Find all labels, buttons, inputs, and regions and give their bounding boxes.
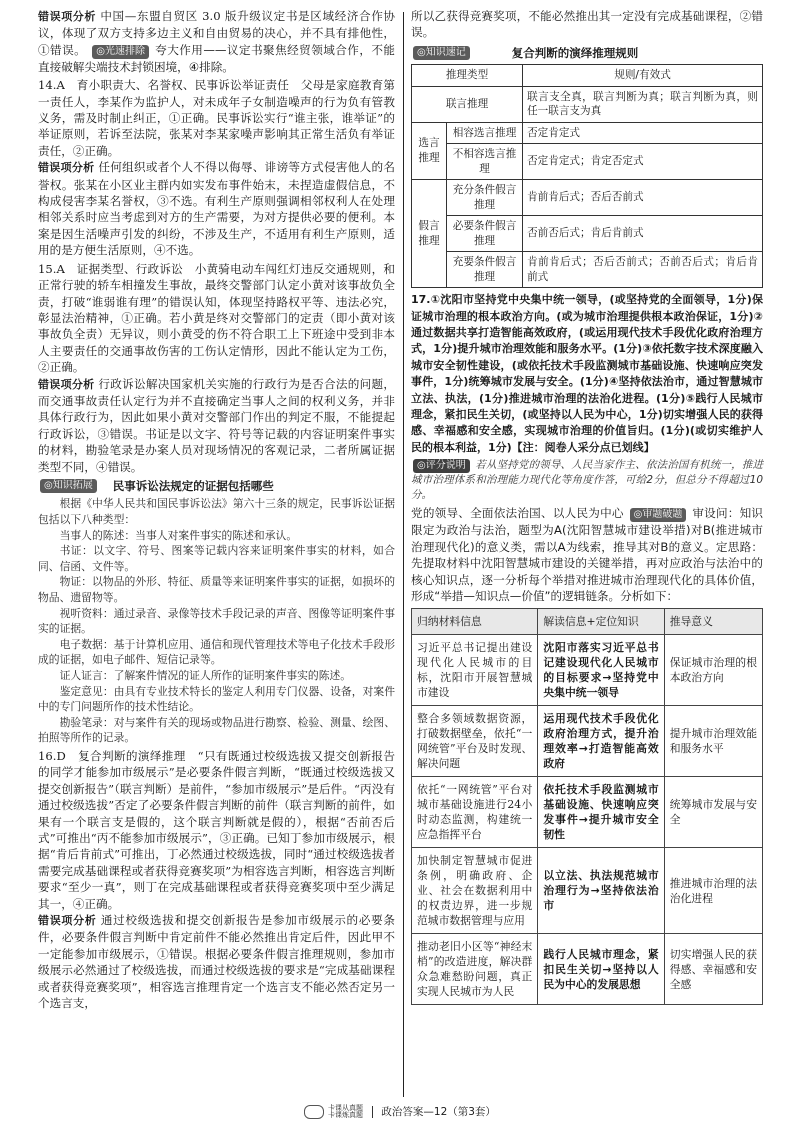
table-cell: 肯前肯后式；否后否前式 bbox=[523, 180, 763, 216]
table-cell: 切实增强人民的获得感、幸福感和安全感 bbox=[664, 934, 762, 1005]
tag-knowledge-extension: ◎知识拓展 bbox=[40, 479, 97, 493]
table-cell: 联言推理 bbox=[412, 86, 523, 122]
list-item: 电子数据：基于计算机应用、通信和现代管理技术等电子化技术手段形成的证据，如电子邮件、短信记录等。 bbox=[38, 637, 395, 667]
table-cell: 充分条件假言推理 bbox=[447, 180, 523, 216]
table-row bbox=[412, 934, 763, 1005]
table-cell: 肯前肯后式；否后否前式；否前否后式；肯后肯前式 bbox=[523, 252, 763, 288]
table-cell: 以立法、执法规范城市治理行为→坚持依法治市 bbox=[538, 848, 664, 934]
text: 中国—东盟自贸区 3.0 版升级议定书是区域经济合作协议，体现了双方支持多边主义和自由贸易的决心，并不具有排他性，①错误。 bbox=[38, 9, 396, 57]
section-title: 民事诉讼法规定的证据包括哪些 bbox=[112, 478, 274, 493]
label-wrong-analysis: 错误项分析 bbox=[38, 161, 95, 175]
answer-14: 14.A 育小职责大、名誉权、民事诉讼举证责任 父母是家庭教育第一责任人，李某作为监护人，对未成年子女制造噪声的行为负有管教义务，需及时制止纠正，①正确。民事诉讼实行“谁主张，谁举证”的举证原则，若诉至法院，张某对李某家噪声影响其正常生活负有举证责任，②正确。 bbox=[38, 78, 395, 158]
continuation-text: 所以乙获得竞赛奖项，不能必然推出其一定没有完成基础课程，②错误。 bbox=[411, 9, 763, 40]
table-cell: 提升城市治理效能和服务水平 bbox=[664, 706, 762, 777]
list-item: 视听资料：通过录音、录像等技术手段记录的声音、图像等证明案件事实的证据。 bbox=[38, 606, 395, 636]
knowledge-extension-header bbox=[38, 478, 395, 494]
paragraph-wrong-analysis-14 bbox=[38, 159, 395, 258]
brand-line: 卡课炼真题 bbox=[328, 1111, 364, 1119]
table-row bbox=[412, 706, 763, 777]
list-item: 根据《中华人民共和国民事诉讼法》第六十三条的规定，民事诉讼证据包括以下八种类型： bbox=[38, 497, 395, 526]
text: 行政诉讼解决国家机关实施的行政行为是否合法的问题，而交通事故责任认定行为并不直接确定当事人之间的权利义务，并非具体行政行为，因此如果小黄对交警部门作出的判定不服，不能提起行政诉讼，③错误。书证是以文字、符号等记载的内容证明案件事实的材料，勘验笔录是办案人员对现场情况的客观记录，二者所属证据类型不同，④错误。 bbox=[38, 376, 395, 474]
text: 夸大作用——议定书聚焦经贸领域合作，不能直接破解尖端技术封锁困境，④排除。 bbox=[38, 42, 396, 74]
list-item: 物证：以物品的外形、特征、质量等来证明案件事实的证据，如损坏的物品、遗留物等。 bbox=[38, 575, 395, 604]
table-cell: 否定肯定式 bbox=[523, 122, 763, 144]
table-row bbox=[412, 635, 763, 706]
table-row bbox=[412, 848, 763, 934]
table-cell: 推动老旧小区等“神经末梢”的改造进度，解决群众急难愁盼问题，真正实现人民城市为人民 bbox=[412, 934, 538, 1005]
table-cell: 保证城市治理的根本政治方向 bbox=[664, 635, 762, 706]
section-title: 复合判断的演绎推理规则 bbox=[511, 45, 639, 60]
knowledge-memo-header bbox=[411, 45, 763, 61]
table-row bbox=[412, 216, 763, 252]
table-row bbox=[412, 122, 763, 144]
table-header: 归纳材料信息 bbox=[412, 609, 538, 635]
table-cell: 依托技术手段监测城市基础设施、快速响应突发事件→提升城市安全韧性 bbox=[538, 777, 664, 848]
list-item: 鉴定意见：由具有专业技术特长的鉴定人利用专门仪器、设备，对案件中的专门问题所作的技术性结论。 bbox=[38, 684, 395, 714]
table-cell: 推进城市治理的法治化进程 bbox=[664, 848, 762, 934]
label-wrong-analysis: 错误项分析 bbox=[38, 10, 97, 23]
table-cell: 依托“一网统管”平台对城市基础设施进行24小时动态监测，构建统一应急指挥平台 bbox=[412, 777, 538, 848]
table-row bbox=[412, 180, 763, 216]
list-item: 证人证言：了解案件情况的证人所作的证明案件事实的陈述。 bbox=[59, 668, 352, 682]
answer-16: 16.D 复合判断的演绎推理 “只有既通过校级选拔又提交创新报告的同学才能参加市级展示”是必要条件假言判断，“既通过校级选拔又提交创新报告”（联言判断）是前件，“参加市级展示”是后件。“丙没有通过校级选拔”否定了必要条件假言判断的前件（联言判断的前件，如果有一个联言支是假的，这个联言判断就是假的），根据“否前否后式”可推出“丙不能参加市级展示”，③正确。已知丁参加市级展示，根据“肯后肯前式”可推出，丁必然通过校级选拔，同时“通过校级选拔者需要完成基础课程或者获得竞赛奖项”为相容选言判断，相容选言判断要求“至少一真”，则丁在完成基础课程或者获得竞赛奖项中至少满足其一，④正确。 bbox=[38, 748, 395, 911]
table-header: 规则/有效式 bbox=[523, 65, 763, 87]
brand-logo-icon bbox=[304, 1105, 324, 1119]
brand-line: 卡课从真题 bbox=[328, 1104, 364, 1112]
right-column bbox=[411, 8, 763, 1005]
inference-rules-table bbox=[411, 64, 763, 288]
tag-scoring-note: ◎评分说明 bbox=[413, 459, 470, 473]
table-row bbox=[412, 86, 763, 122]
table-cell: 运用现代技术手段优化政府治理方式，提升治理效率→打造智能高效政府 bbox=[538, 706, 664, 777]
label-wrong-analysis: 错误项分析 bbox=[38, 913, 97, 927]
table-cell: 整合多领域数据资源，打破数据壁垒，依托“一网统管”平台及时发现、解决问题 bbox=[412, 706, 538, 777]
text: 任何组织或者个人不得以侮辱、诽谤等方式侵害他人的名誉权。张某在小区业主群内如实发布事件始末，未捏造虚假信息，不构成侵害李某名誉权，③不选。有利生产原则强调相邻权利人在处理相邻关系时应当考虑到对方的生产需要，为对方提供必要的便利。本案是因生活噪声引发的纠纷，不涉及生产，不适用有利生产原则，适用的是方便生活原则，④不选。 bbox=[38, 160, 395, 258]
table-cell: 践行人民城市理念，紧扣民生关切→坚持以人民为中心的发展思想 bbox=[538, 934, 664, 1005]
answer-15: 15.A 证据类型、行政诉讼 小黄骑电动车闯红灯违反交通规则，和正常行驶的轿车相撞发生事故，最终交警部门认定小黄对该事故负全责，打破“谁弱谁有理”的错误认知，体现坚持路权平等、违法必究，彰显法治精神，①正确。若小黄是终对交警部门的定责（即小黄对该事故负全责）无异议，则小黄受的伤不符合职工上下班途中受到非本人主要责任的交通事故伤害的工伤认定情形，因此不能认定为工伤，②正确。 bbox=[38, 261, 395, 375]
table-cell: 习近平总书记提出建设现代化人民城市的目标，沈阳市开展智慧城市建设 bbox=[412, 635, 538, 706]
page-footer bbox=[0, 1104, 800, 1119]
list-item: 当事人的陈述：当事人对案件事实的陈述和承认。 bbox=[59, 528, 298, 542]
table-cell: 加快制定智慧城市促进条例，明确政府、企业、社会在数据利用中的权责边界，进一步规范城市数据管理与应用 bbox=[412, 848, 538, 934]
label-wrong-analysis: 错误项分析 bbox=[38, 377, 95, 391]
left-column bbox=[38, 8, 395, 1011]
text: 通过校级选拔和提交创新报告是参加市级展示的必要条件，必要条件假言判断中肯定前件不能必然推出肯定后件，因此甲不一定能参加市级展示，①错误。根据必要条件假言推理规则，参加市级展示必然通过了校级选拔，而通过校级选拔的要求是“完成基础课程或者获得竞赛奖项”，相容选言推理肯定一个选言支不能必然否定另一个选言支， bbox=[38, 912, 396, 1010]
tag-knowledge-memo: ◎知识速记 bbox=[413, 46, 470, 60]
table-cell: 必要条件假言推理 bbox=[447, 216, 523, 252]
table-cell: 沈阳市落实习近平总书记建设现代化人民城市的目标要求→坚持党中央集中统一领导 bbox=[538, 635, 664, 706]
table-cell: 假言推理 bbox=[412, 180, 447, 288]
text: 若从坚持党的领导、人民当家作主、依法治国有机统一，推进城市治理体系和治理能力现代化等角度作答，可给2分，但总分不得超过10分。 bbox=[411, 459, 764, 502]
table-header: 解读信息+定位知识 bbox=[538, 609, 664, 635]
list-item: 勘验笔录：对与案件有关的现场或物品进行勘察、检验、测量、绘图、拍照等所作的记录。 bbox=[38, 715, 395, 745]
tag-question-analysis: ◎审题破题 bbox=[630, 508, 687, 522]
text: 党的领导、全面依法治国、以人民为中心 bbox=[411, 506, 624, 521]
paragraph-wrong-analysis-13 bbox=[38, 8, 395, 75]
table-cell: 相容选言推理 bbox=[447, 122, 523, 144]
table-header: 推理类型 bbox=[412, 65, 523, 87]
analysis-table bbox=[411, 608, 763, 1005]
scoring-note bbox=[411, 458, 763, 503]
table-cell: 充要条件假言推理 bbox=[447, 252, 523, 288]
table-row bbox=[412, 777, 763, 848]
table-header: 推导意义 bbox=[664, 609, 762, 635]
table-cell: 选言推理 bbox=[412, 122, 447, 180]
text: 审设问：知识限定为政治与法治，题型为A(沈阳智慧城市建设举措)对B(推进城市治理现代化)的意义类，需以A为线索，推导其对B的意义。定思路：先提取材料中沈阳智慧城市建设的关键举措，再对应政治与法治中的核心知识点，逐一分析每个举措对推进城市治理现代化的具体价值，形成“举措—知识点—价值”的逻辑链条。分析如下： bbox=[411, 506, 763, 603]
list-item: 书证：以文字、符号、图案等记载内容来证明案件事实的材料，如合同、信函、文件等。 bbox=[38, 544, 395, 573]
table-cell: 否定肯定式；肯定否定式 bbox=[523, 144, 763, 180]
table-row bbox=[412, 144, 763, 180]
column-divider bbox=[403, 12, 404, 1097]
table-row bbox=[412, 252, 763, 288]
table-cell: 不相容选言推理 bbox=[447, 144, 523, 180]
evidence-type-list bbox=[38, 496, 395, 746]
table-cell: 联言支全真，联言判断为真；联言判断为真，则任一联言支为真 bbox=[523, 86, 763, 122]
brand-text bbox=[328, 1105, 363, 1119]
table-cell: 否前否后式；肯后肯前式 bbox=[523, 216, 763, 252]
table-cell: 统筹城市发展与安全 bbox=[664, 777, 762, 848]
answer-17: 17.①沈阳市坚持党中央集中统一领导，(或坚持党的全面领导，1分)保证城市治理的根本政治方向。(或为城市治理提供根本政治保证，1分)②通过数据共享打造智能高效政府，(或运用现代技术手段优化政府治理方式，1分)提升城市治理效能和服务水平。(1分)③依托数字技术深度融入城市安全韧性建设，(或依托技术手段监测城市基础设施、快速响应突发事件，1分)统筹城市发展与安全。(1分)④坚持依法治市，通过智慧城市立法、执法，(1分)推进城市治理的法治化进程。(1分)⑤践行人民城市理念，紧扣民生关切，(或坚持以人民为中心，1分)切实增强人民的获得感、幸福感和安全感，实现城市治理的价值旨归。(1分)(或切实维护人民的根本利益，1分)【注：阅卷人采分点已划线】 bbox=[411, 293, 763, 454]
analysis-paragraph bbox=[411, 505, 763, 604]
tag-fast-exclude: ◎光速排除 bbox=[92, 45, 149, 59]
page-number: 政治答案—12（第3套） bbox=[372, 1106, 496, 1118]
paragraph-wrong-analysis-15 bbox=[38, 376, 395, 475]
paragraph-wrong-analysis-16 bbox=[38, 912, 395, 1011]
